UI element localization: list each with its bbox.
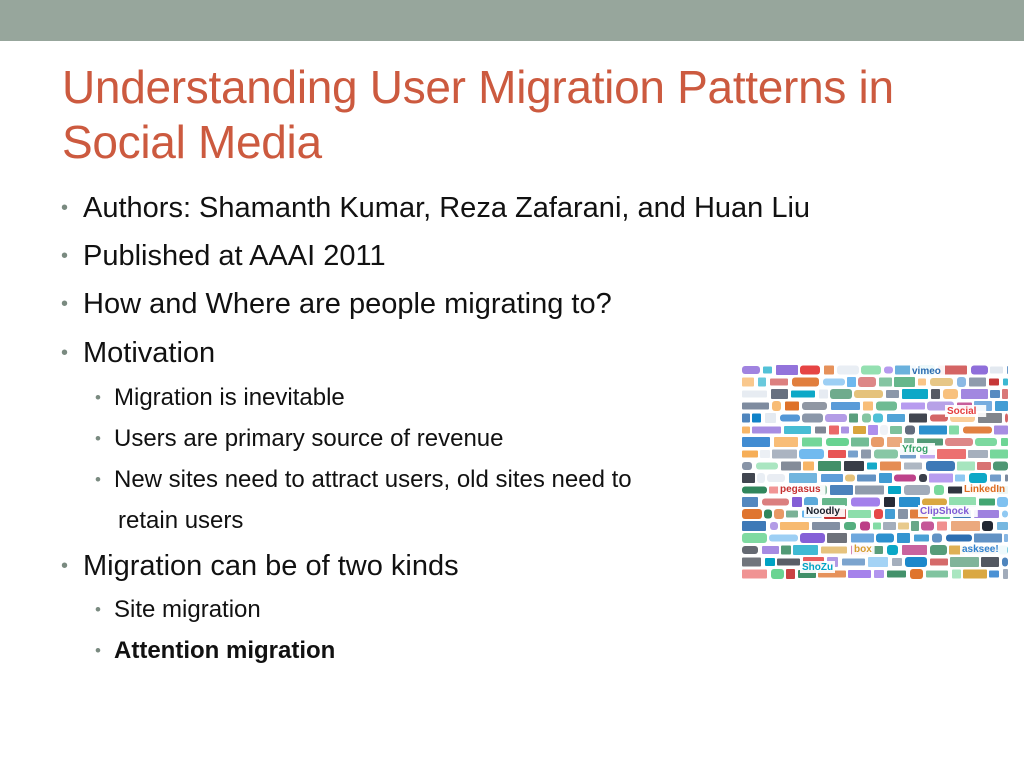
logo-collage-image (742, 364, 1008, 580)
logo-tile (842, 559, 865, 566)
logo-tile (792, 378, 819, 387)
logo-tile (863, 402, 873, 411)
logo-tile (791, 391, 815, 398)
logo-tile (921, 522, 934, 531)
logo-tile (890, 426, 902, 434)
bullet-authors-text: Authors: Shamanth Kumar, Reza Zafarani, and Huan Liu (83, 192, 811, 224)
sub-bullet-inevitable (95, 384, 345, 412)
logo-tile (1002, 511, 1008, 518)
bullet-authors (61, 191, 811, 225)
logo-tile (1005, 414, 1008, 423)
bullet-question (61, 287, 612, 321)
logo-tile (854, 390, 883, 398)
logo-tile (848, 570, 871, 578)
logo-tile (802, 438, 822, 447)
logo-tile (792, 497, 802, 507)
logo-tile (767, 474, 785, 482)
logo-tile (822, 498, 847, 506)
logo-tile (757, 473, 765, 483)
social-media-logo-collage (742, 364, 1008, 580)
logo-tile (952, 570, 961, 579)
logo-tile (876, 534, 894, 543)
logo-tile (742, 497, 758, 507)
logo-tile (874, 570, 884, 578)
logo-tile (894, 377, 915, 387)
logo-tile (781, 462, 801, 471)
logo-label: pegasus (780, 484, 821, 495)
top-accent-bar (0, 0, 1024, 41)
logo-tile (905, 426, 915, 435)
logo-tile (819, 390, 828, 399)
logo-tile (918, 379, 926, 386)
logo-tile (829, 426, 839, 435)
sub-bullet-marker: • (95, 470, 101, 489)
bullet-question-text: How and Where are people migrating to? (83, 288, 612, 320)
logo-tile (990, 367, 1003, 374)
logo-tile (897, 533, 910, 543)
logo-tile (989, 571, 999, 578)
logo-tile (763, 367, 772, 374)
logo-tile (765, 413, 776, 423)
logo-tile (880, 425, 888, 435)
logo-tile (858, 377, 876, 387)
logo-tile (764, 510, 772, 519)
logo-tile (742, 451, 758, 458)
logo-tile (937, 522, 947, 531)
logo-label: ShoZu (802, 562, 834, 573)
logo-tile (851, 534, 874, 543)
logo-tile (975, 438, 997, 446)
logo-tile (802, 402, 827, 410)
logo-tile (993, 462, 1008, 471)
bullet-kinds (61, 549, 459, 583)
sub-bullet-marker: • (95, 641, 101, 660)
logo-tile (887, 437, 902, 447)
logo-tile (905, 557, 927, 567)
logo-tile (902, 389, 928, 399)
logo-tile (885, 509, 895, 519)
sub-bullet-attract-text: New sites need to attract users, old sites need to (114, 466, 632, 493)
logo-tile (876, 402, 897, 411)
logo-label: LinkedIn (964, 484, 1006, 495)
sub-bullet-attract (95, 466, 632, 494)
logo-tile (742, 378, 754, 387)
logo-tile (742, 521, 766, 531)
logo-tile (762, 499, 789, 506)
sub-bullet-marker: • (95, 429, 101, 448)
logo-tile (926, 571, 948, 578)
logo-tile (884, 367, 893, 374)
logo-tile (855, 486, 884, 495)
logo-tile (934, 485, 944, 495)
logo-tile (957, 377, 966, 387)
logo-tile (867, 463, 877, 470)
logo-tile (789, 473, 817, 483)
logo-tile (974, 534, 1002, 543)
logo-tile (894, 475, 916, 482)
logo-tile (831, 402, 860, 410)
logo-tile (742, 462, 752, 470)
logo-tile (971, 366, 988, 375)
logo-tile (841, 427, 849, 434)
logo-tile (758, 378, 766, 387)
logo-tile (884, 497, 895, 507)
logo-tile (910, 569, 923, 579)
logo-tile (827, 533, 847, 543)
logo-tile (756, 463, 778, 470)
logo-label: Yfrog (902, 444, 929, 455)
logo-tile (977, 462, 991, 470)
logo-tile (785, 402, 799, 411)
logo-tile (777, 559, 800, 566)
logo-tile (742, 391, 767, 398)
bullet-marker: • (61, 293, 69, 315)
logo-tile (742, 366, 760, 374)
logo-tile (742, 487, 767, 494)
logo-tile (961, 389, 988, 399)
logo-tile (902, 545, 927, 555)
logo-tile (774, 437, 798, 447)
logo-tile (879, 473, 892, 483)
logo-tile (1002, 389, 1008, 399)
logo-tile (742, 509, 762, 519)
logo-tile (742, 437, 770, 447)
logo-tile (950, 557, 979, 567)
logo-tile (922, 499, 947, 506)
logo-tile (969, 473, 987, 483)
logo-tile (1005, 475, 1008, 482)
logo-tile (955, 475, 965, 482)
logo-tile (880, 462, 901, 471)
logo-tile (847, 377, 856, 387)
logo-tile (776, 365, 798, 375)
logo-tile (851, 438, 869, 447)
logo-tile (828, 450, 846, 458)
logo-tile (949, 426, 959, 435)
logo-tile (887, 414, 905, 422)
sub-bullet-attract-continuation: retain users (118, 507, 244, 534)
logo-tile (770, 379, 788, 386)
sub-bullet-attention (95, 637, 336, 665)
sub-bullet-revenue (95, 425, 504, 453)
logo-tile (742, 570, 767, 579)
logo-tile (989, 379, 999, 386)
logo-label: vimeo (912, 366, 941, 377)
logo-tile (860, 522, 870, 531)
logo-tile (861, 366, 881, 375)
logo-label: box (854, 544, 872, 555)
sub-bullet-attention-text: Attention migration (114, 637, 336, 664)
sub-bullet-inevitable-text: Migration is inevitable (114, 384, 345, 411)
logo-tile (997, 522, 1008, 530)
logo-tile (824, 366, 834, 375)
logo-label: Noodly (806, 506, 840, 517)
logo-tile (742, 546, 758, 554)
logo-tile (892, 558, 902, 566)
logo-tile (861, 450, 871, 459)
logo-tile (799, 449, 824, 459)
logo-tile (982, 521, 993, 531)
logo-tile (786, 569, 795, 579)
logo-tile (742, 403, 769, 410)
logo-tile (800, 533, 825, 543)
logo-tile (990, 475, 1001, 482)
logo-label: asksee! (962, 544, 999, 555)
bullet-published-text: Published at AAAI 2011 (83, 240, 386, 272)
logo-tile (931, 389, 940, 399)
logo-tile (853, 426, 866, 434)
logo-tile (932, 534, 942, 543)
logo-tile (969, 378, 986, 387)
logo-tile (997, 497, 1008, 507)
logo-tile (979, 499, 995, 506)
logo-tile (873, 414, 883, 423)
logo-tile (771, 389, 788, 399)
logo-tile (874, 450, 898, 459)
logo-tile (760, 450, 770, 458)
logo-tile (818, 461, 841, 471)
logo-tile (871, 437, 884, 447)
logo-tile (886, 390, 899, 398)
logo-tile (990, 390, 1000, 398)
logo-tile (930, 378, 953, 386)
logo-tile (898, 523, 909, 530)
logo-tile (874, 509, 883, 519)
logo-tile (943, 389, 958, 399)
bullet-motivation-text: Motivation (83, 337, 216, 369)
logo-tile (802, 414, 823, 423)
logo-tile (909, 414, 927, 423)
logo-tile (857, 475, 876, 482)
bullet-marker: • (61, 245, 69, 267)
logo-tile (873, 523, 881, 530)
logo-tile (879, 378, 892, 387)
logo-tile (914, 535, 929, 542)
logo-tile (742, 414, 750, 423)
logo-tile (837, 366, 859, 375)
logo-tile (868, 557, 888, 567)
sub-bullet-site (95, 596, 261, 624)
logo-tile (995, 401, 1008, 411)
logo-tile (821, 547, 847, 554)
logo-tile (968, 450, 988, 458)
logo-tile (830, 485, 853, 495)
logo-tile (904, 463, 922, 470)
logo-tile (770, 522, 778, 530)
logo-tile (1007, 366, 1008, 374)
logo-tile (815, 427, 826, 434)
logo-tile (823, 379, 845, 386)
logo-tile (946, 535, 972, 542)
logo-tile (848, 451, 858, 458)
logo-tile (904, 485, 930, 495)
sub-bullet-marker: • (95, 388, 101, 407)
logo-tile (1003, 379, 1008, 386)
logo-tile (752, 414, 761, 423)
logo-tile (990, 450, 1008, 459)
logo-tile (945, 438, 973, 446)
logo-tile (769, 535, 798, 542)
logo-tile (826, 438, 849, 446)
logo-tile (929, 474, 953, 483)
logo-tile (957, 462, 975, 471)
logo-tile (845, 475, 855, 482)
logo-tile (742, 427, 750, 434)
slide-title: Understanding User Migration Patterns in Social Media (62, 61, 894, 168)
logo-tile (851, 498, 880, 507)
logo-tile (948, 487, 963, 494)
bullet-marker: • (61, 555, 69, 577)
sub-bullet-marker: • (95, 600, 101, 619)
logo-tile (963, 427, 992, 434)
logo-tile (762, 546, 779, 554)
logo-tile (752, 427, 781, 434)
logo-tile (765, 558, 775, 566)
logo-tile (926, 461, 955, 471)
logo-tile (994, 426, 1008, 435)
logo-tile (1001, 438, 1008, 446)
logo-tile (930, 559, 948, 566)
logo-tile (901, 403, 925, 410)
logo-tile (930, 545, 947, 555)
logo-tile (862, 414, 871, 423)
logo-tile (951, 521, 980, 531)
logo-tile (830, 389, 852, 399)
logo-tile (844, 522, 856, 530)
logo-tile (1002, 558, 1008, 567)
logo-tile (742, 473, 755, 483)
logo-tile (793, 545, 818, 555)
bullet-published (61, 239, 386, 273)
logo-tile (844, 461, 864, 471)
logo-tile (937, 449, 966, 459)
bullet-kinds-text: Migration can be of two kinds (83, 550, 459, 582)
logo-tile (781, 546, 791, 555)
logo-tile (868, 425, 878, 435)
logo-tile (888, 486, 901, 494)
logo-tile (771, 569, 784, 579)
logo-tile (825, 414, 847, 422)
logo-tile (800, 366, 820, 375)
logo-tile (772, 450, 797, 459)
logo-tile (803, 462, 814, 471)
logo-tile (848, 510, 871, 518)
logo-tile (780, 522, 809, 530)
bullet-motivation (61, 336, 216, 370)
bullet-marker: • (61, 197, 69, 219)
logo-tile (899, 497, 920, 507)
logo-tile (898, 509, 908, 519)
bullet-marker: • (61, 342, 69, 364)
logo-tile (911, 521, 919, 531)
logo-tile (1004, 534, 1008, 542)
sub-bullet-revenue-text: Users are primary source of revenue (114, 425, 504, 452)
logo-tile (963, 570, 987, 579)
logo-tile (821, 474, 843, 482)
logo-tile (919, 426, 947, 435)
logo-label: Social (947, 406, 977, 417)
logo-tile (981, 557, 999, 567)
logo-tile (772, 401, 781, 411)
logo-tile (786, 511, 798, 518)
logo-tile (784, 426, 811, 434)
logo-tile (887, 571, 906, 578)
logo-tile (883, 522, 896, 530)
logo-tile (887, 545, 898, 555)
logo-tile (774, 509, 784, 519)
logo-label: ClipShock (920, 506, 969, 517)
logo-tile (742, 558, 761, 567)
logo-tile (812, 522, 840, 530)
logo-tile (849, 414, 858, 423)
logo-tile (1003, 569, 1008, 579)
logo-tile (780, 415, 800, 422)
logo-tile (919, 474, 927, 482)
sub-bullet-site-text: Site migration (114, 596, 261, 623)
logo-tile (742, 533, 767, 543)
